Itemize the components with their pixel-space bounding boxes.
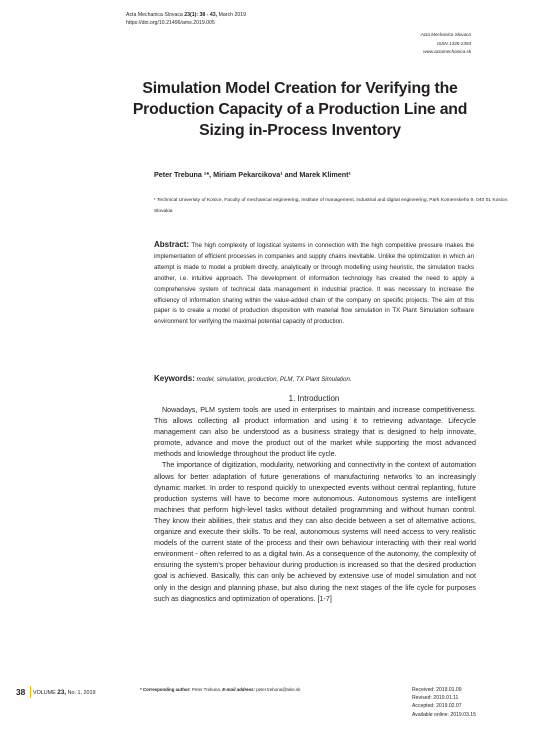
- email-label: E-mail address:: [222, 687, 255, 692]
- revised-date: Revised: 2019.01.11: [412, 695, 459, 702]
- affiliation: ¹ Technical University of Kosice, Faculty of mechanical engineering, Institute of management, industrial and digital engineering, Park Komenskeho 9, 040 01 Kosice, Slovakia: [154, 198, 509, 214]
- journal-citation: 23(1): 38 - 43,: [184, 12, 218, 18]
- publication-dates: [412, 686, 508, 719]
- section-heading: 1. Introduction: [288, 394, 340, 403]
- page-number: 38: [16, 687, 26, 697]
- body-paragraph: The importance of digitization, modularity, networking and connectivity in the context of automation allows for better adaptation of future generations of manufacturing networks to an increasingly dynamic market. In order to respond quickly to unexpected events without central replanting, future production systems will have to become more autonomous. Autonomous systems are intelligent machines that perform high-level tasks without detailed programming and without human control. They know their abilities, their status and they can also decide between a set of alternative actions, organize and execute their skills. To be real, autonomous systems will need access to very realistic models of the current state of the process and their own behaviour interacting with their real world environment - often referred to as a digital twin. As a consequence of the autonomy, the complexity of ensuring the system's proper behaviour during production is increased so that the desired production goal is achieved. Basically, this can only be achieved by extensive use of model simulation and not only in the design and planning phase, but also during the next stages of the life cycle for purposes such as diagnostics and optimization of operations. [1-7]: [154, 461, 476, 603]
- keywords-label: Keywords:: [154, 374, 195, 383]
- abstract-text: The high complexity of logistical systems in connection with the high competitive pressure makes the implementation of efficient processes in companies and supply chains inevitable. Unlike the optimization in which an attempt is made to model a problem directly, analytically or through modelling using heuristic, the simulation tracks another, i.e. intuitive approach. The development of information technology has created the need to apply a comprehensive system of technical data management in industrial practice. It was necessary to increase the efficiency of information sharing within the value-added chain of the company on specific projects. The aim of this paper is to create a model of production disposition with material flow simulation in TX Plant Simulation software environment for verifying the maximal potential capacity of production.: [154, 242, 474, 326]
- journal-name: Acta Mechanica Slovaca: [126, 12, 183, 18]
- corresponding-label: * Corresponding author:: [140, 687, 191, 692]
- author-list: Peter Trebuna ¹*, Miriam Pekarcikova¹ and Marek Kliment¹: [154, 170, 351, 179]
- body-text: [154, 405, 476, 605]
- corresponding-name: Peter Trebuna,: [191, 687, 222, 692]
- keywords-block: [154, 374, 474, 383]
- issn-journal-name: Acta Mechanica Slovaca: [420, 32, 471, 37]
- email-link[interactable]: peter.trebuna@tuke.sk: [256, 687, 301, 692]
- corresponding-author-footnote: [140, 687, 300, 692]
- journal-website[interactable]: www.actamechanica.sk: [423, 49, 471, 55]
- body-paragraph: Nowadays, PLM system tools are used in enterprises to maintain and increase competitiveness. This allows collecting all product information and using it to retrieving advantage. Lifecycle management can also be understood as a business strategy that is designed to help innovate, promote, advance and move the product out of the market while supporting the most advanced methods and knowledge throughout the product life cycle.: [154, 406, 476, 459]
- issn-block: [421, 31, 471, 57]
- journal-header: [126, 11, 246, 27]
- received-date: Received: 2019.01.09: [412, 687, 462, 693]
- issue-info: No. 1, 2019: [67, 690, 96, 696]
- accepted-date: Accepted: 2019.02.07: [412, 703, 462, 710]
- abstract-label: Abstract:: [154, 240, 190, 249]
- journal-citation-line: [126, 11, 246, 19]
- volume-divider: [30, 686, 31, 698]
- doi-link[interactable]: https://doi.org/10.21496/ams.2019.005: [126, 20, 215, 26]
- issn-number: ISSN 1335-2393: [437, 40, 471, 46]
- volume-number: 23,: [57, 689, 67, 696]
- volume-info: [33, 689, 96, 696]
- keywords-text: model, simulation, production, PLM, TX Plant Simulation.: [196, 376, 352, 383]
- abstract-block: [154, 240, 474, 328]
- online-date: Available online: 2019.03.15: [412, 711, 476, 718]
- paper-title: Simulation Model Creation for Verifying the Production Capacity of a Production Line and Sizing in-Process Inventory: [132, 80, 468, 139]
- volume-label: VOLUME: [33, 690, 56, 696]
- journal-date: March 2019: [218, 12, 246, 18]
